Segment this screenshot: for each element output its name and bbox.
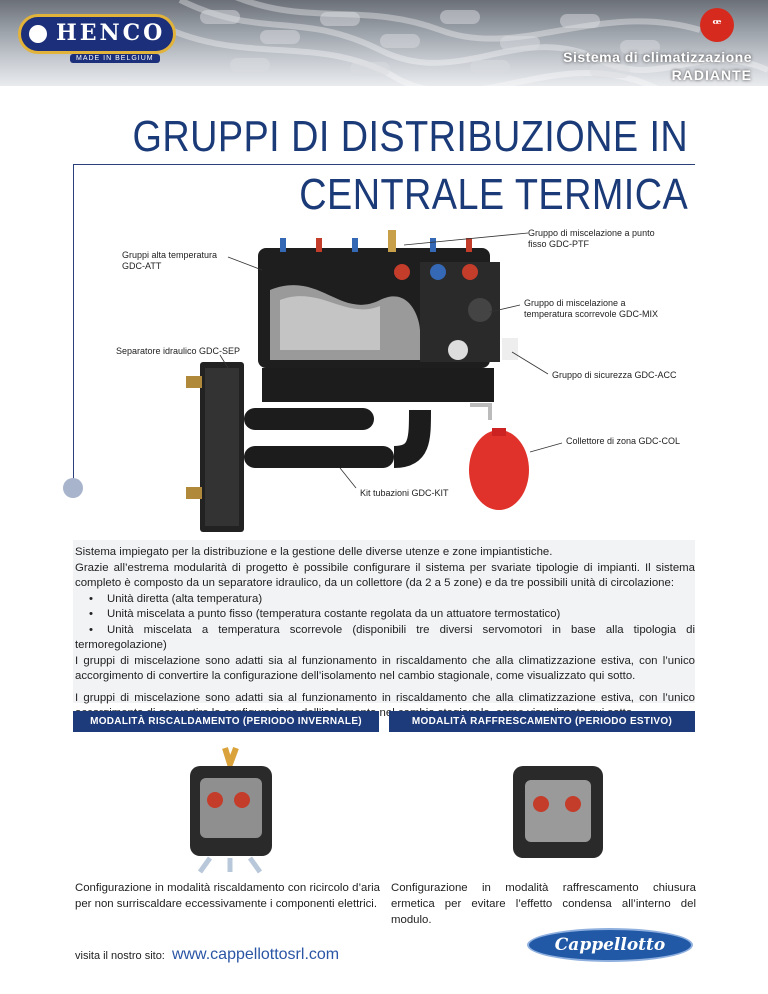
summer-mode-caption: Configurazione in modalità raffrescamento chiusura ermetica per evitare l’effetto condensa all’interno del modulo. (391, 882, 696, 926)
description-text (75, 545, 695, 722)
callout-gdc-ptf: Gruppo di miscelazione a punto fisso GDC-PTF (528, 228, 655, 249)
visit-label: visita il nostro sito: (75, 950, 165, 962)
callout-gdc-att: Gruppi alta temperatura GDC-ATT (122, 250, 218, 271)
callout-gdc-sep: Separatore idraulico GDC-SEP (116, 346, 241, 356)
list-item-text: Unità miscelata a punto fisso (temperatura costante regolata da un attuatore termostatico) (107, 608, 561, 620)
paragraph-mixing-repeat: I gruppi di miscelazione sono adatti sia al funzionamento in riscaldamento che alla climatizzazione estiva, con l’unico nel (75, 691, 695, 719)
summer-mode-header: MODALITÀ RAFFRESCAMENTO (PERIODO ESTIVO) (389, 711, 695, 732)
henco-logo-sub: MADE IN BELGIUM (70, 54, 160, 63)
summer-mode-image (505, 756, 615, 866)
winter-mode-image (170, 740, 290, 875)
callout-gdc-mix: Gruppo di miscelazione a temperatura scorrevole GDC-MIX (524, 298, 659, 319)
winter-mode-header: MODALITÀ RISCALDAMENTO (PERIODO INVERNALE) (73, 711, 379, 732)
winter-mode-caption: Configurazione in modalità riscaldamento con ricircolo d’aria per non surriscaldare eccessivamente i componenti elettrici. (75, 882, 380, 910)
paragraph-mixing: I gruppi di miscelazione sono adatti sia al funzionamento in riscaldamento che alla climatizzazione estiva, con l’unico accorgimento di convertire la configurazione dell’isolamento nel cambio stagionale, come visualizzato qui sotto. (75, 654, 695, 682)
tagline-line2: RADIANTE (671, 67, 752, 83)
henco-logo-text: HENCO (56, 20, 166, 46)
paragraph-modularity: Grazie all’estrema modularità di progetto è possibile configurare il sistema per svariate tipologie di impianti. Il sistema completo è composto da un separatore idraulico, da un collettore (da 2 a 5 zone) e da tre possibili unità di circolazione: (75, 561, 695, 589)
cappellotto-logo: Cappellotto (527, 928, 693, 962)
page-title-line1: GRUPPI DI DISTRIBUZIONE IN (132, 112, 688, 161)
paragraph-intro: Sistema impiegato per la distribuzione e la gestione delle diverse utenze e zone impiantistiche. (75, 546, 553, 558)
footer-visit (75, 946, 339, 964)
brand-badge-icon: ꟹ (700, 8, 734, 42)
list-item: • Unità miscelata a punto fisso (temperatura costante regolata da un attuatore termostatico) (89, 608, 561, 620)
list-item: • Unità miscelata a temperatura scorrevole (disponibili tre diversi servomotori in base alla tipologia di termoregolazione) (75, 623, 695, 651)
website-link[interactable]: www.cappellottosrl.com (171, 946, 340, 963)
list-item-text: Unità miscelata a temperatura scorrevole (disponibili tre diversi servomotori in base alla tipologia di termoregolazione) (75, 623, 695, 651)
list-item: • Unità diretta (alta temperatura) (89, 592, 263, 605)
callout-gdc-col: Collettore di zona GDC-COL (566, 436, 681, 446)
list-item-text: Unità diretta (alta temperatura) (107, 592, 263, 605)
callout-gdc-kit: Kit tubazioni GDC-KIT (360, 488, 449, 498)
tagline-line1: Sistema di climatizzazione (563, 49, 752, 65)
callout-gdc-acc: Gruppo di sicurezza GDC-ACC (552, 370, 677, 380)
page-title-line2: CENTRALE TERMICA (299, 170, 688, 219)
